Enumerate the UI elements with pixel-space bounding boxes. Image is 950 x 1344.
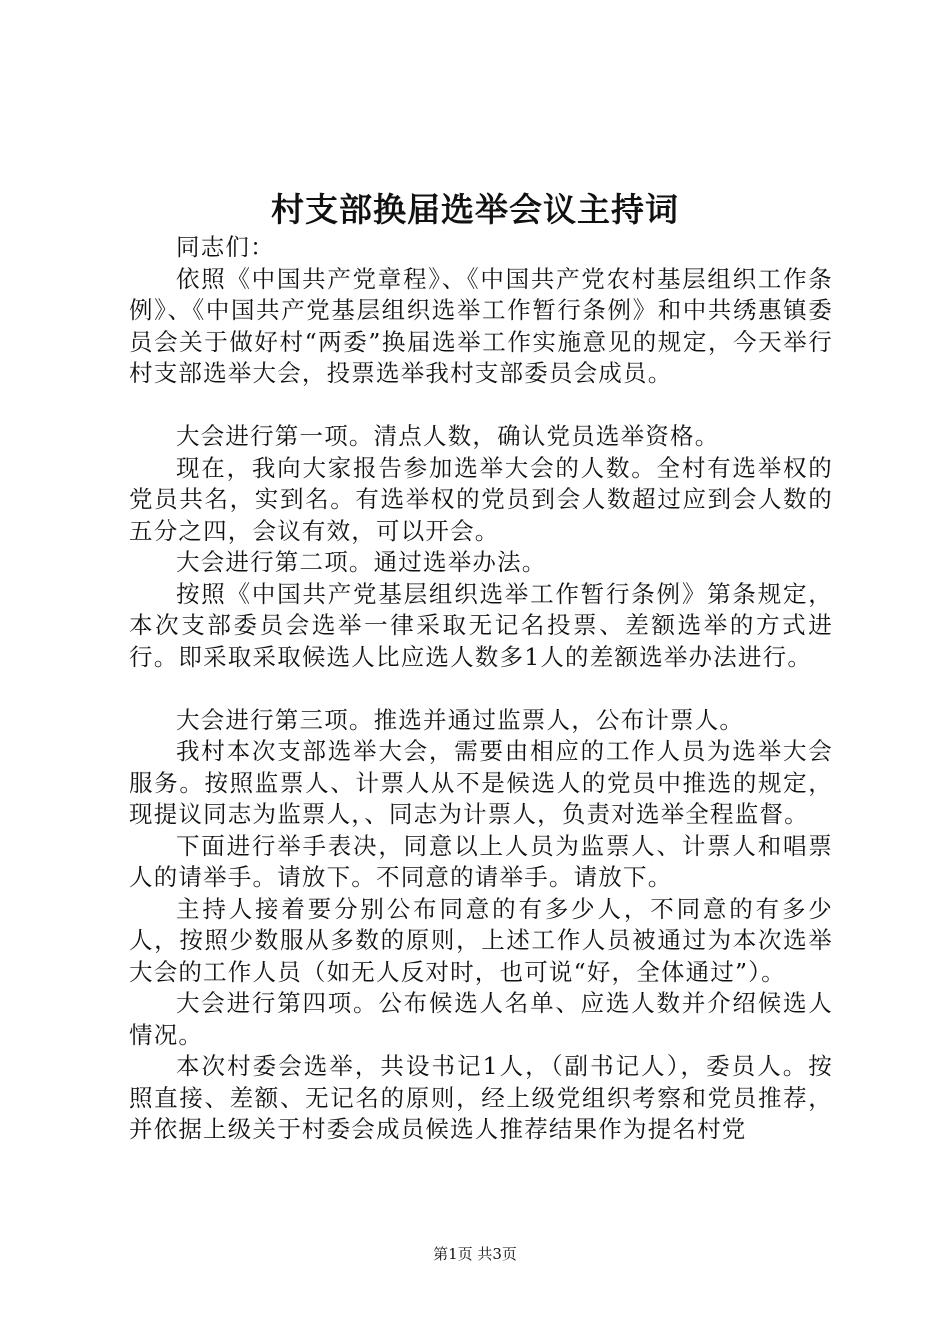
document-title: 村支部换届选举会议主持词 [271, 190, 679, 229]
paragraph-scrutineers: 我村本次支部选举大会，需要由相应的工作人员为选举大会服务。按照监票人、计票人从不是候选人的党员中推选的规定，现提议同志为监票人，、同志为计票人，负责对选举全程监督。 [129, 737, 833, 828]
paragraph-basis: 依照《中国共产党章程》、《中国共产党农村基层组织工作条例》、《中国共产党基层组织选举工作暂行条例》和中共绣惠镇委员会关于做好村“两委”换届选举工作实施意见的规定，今天举行村支部选举大会，投票选举我村支部委员会成员。 [129, 264, 833, 387]
agenda-item-4: 大会进行第四项。公布候选人名单、应选人数并介绍候选人情况。 [129, 989, 833, 1049]
agenda-item-3: 大会进行第三项。推选并通过监票人，公布计票人。 [176, 705, 745, 734]
document-body [129, 232, 833, 1146]
salutation: 同志们： [176, 233, 275, 261]
paragraph-election-method: 按照《中国共产党基层组织选举工作暂行条例》第条规定，本次支部委员会选举一律采取无记名投票、差额选举的方式进行。即采取采取候选人比应选人数多1人的差额选举办法进行。 [129, 579, 833, 671]
paragraph-show-of-hands: 下面进行举手表决，同意以上人员为监票人、计票人和唱票人的请举手。请放下。不同意的请举手。请放下。 [129, 831, 833, 891]
paragraph-result-announcement: 主持人接着要分别公布同意的有多少人，不同意的有多少人，按照少数服从多数的原则，上述工作人员被通过为本次选举大会的工作人员（如无人反对时，也可说“好，全体通过”）。 [129, 894, 833, 986]
paragraph-candidates: 本次村委会选举，共设书记1人，（副书记人），委员人。按照直接、差额、无记名的原则，经上级党组织考察和党员推荐，并依据上级关于村委会成员候选人推荐结果作为提名村党 [129, 1052, 833, 1143]
page-footer: 第1页 共3页 [433, 1245, 517, 1263]
agenda-item-2: 大会进行第二项。通过选举办法。 [176, 548, 547, 576]
paragraph-headcount: 现在，我向大家报告参加选举大会的人数。全村有选举权的党员共名，实到名。有选举权的党员到会人数超过应到会人数的五分之四，会议有效，可以开会。 [129, 453, 833, 545]
agenda-item-1: 大会进行第一项。清点人数，确认党员选举资格。 [176, 422, 720, 450]
